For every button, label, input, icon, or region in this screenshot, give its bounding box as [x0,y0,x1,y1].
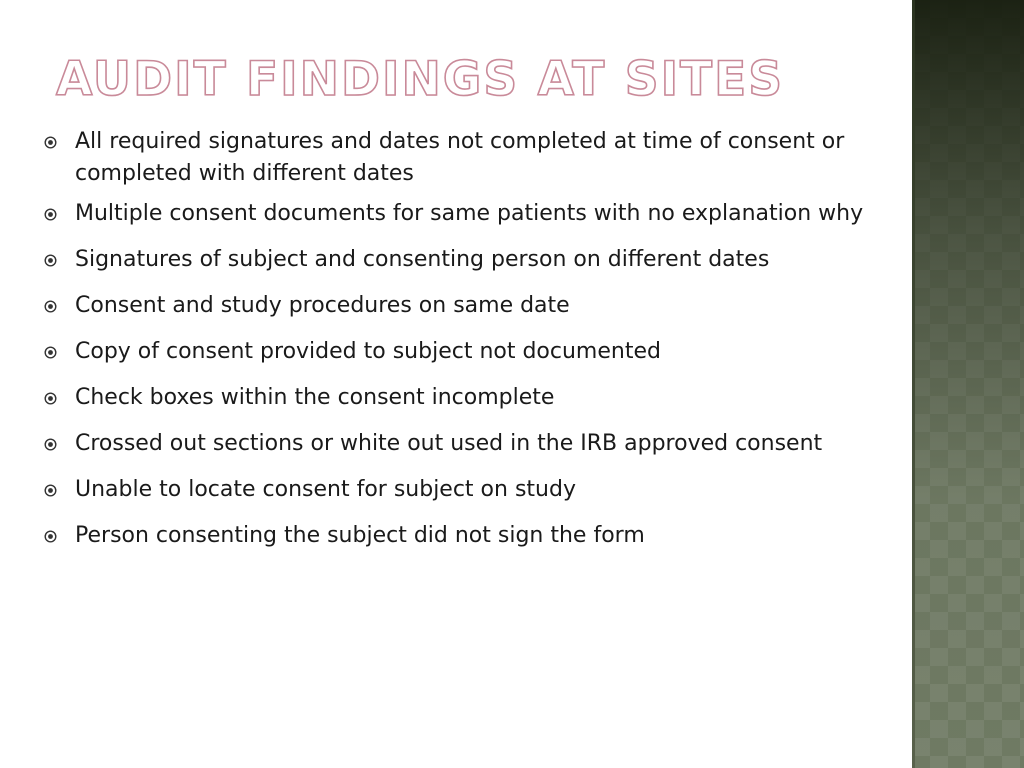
bullet-text: Multiple consent documents for same patients with no explanation why [75,201,864,226]
bullet-text: Crossed out sections or white out used in the IRB approved consent [75,431,823,456]
circled-dot-icon [44,136,57,149]
circled-dot-icon [44,346,57,359]
bullet-item [44,474,904,506]
bullet-item [44,336,904,368]
bullet-item [44,126,904,190]
circled-dot-icon [44,392,57,405]
bullet-list [44,126,904,566]
bullet-text: Copy of consent provided to subject not documented [75,339,661,364]
bullet-text: Consent and study procedures on same date [75,293,570,318]
bullet-text: Unable to locate consent for subject on study [75,477,576,502]
circled-dot-icon [44,208,57,221]
bullet-item [44,428,904,460]
bullet-text: Signatures of subject and consenting person on different dates [75,247,770,272]
bullet-item [44,198,904,230]
circled-dot-icon [44,300,57,313]
circled-dot-icon [44,254,57,267]
bullet-item [44,290,904,322]
bullet-item [44,520,904,552]
bullet-text: Check boxes within the consent incomplete [75,385,555,410]
circled-dot-icon [44,438,57,451]
circled-dot-icon [44,484,57,497]
bullet-item [44,382,904,414]
bullet-text: All required signatures and dates not completed at time of consent or completed with different dates [75,129,845,186]
side-decorative-panel [912,0,1024,768]
bullet-item [44,244,904,276]
slide-title: AUDIT FINDINGS AT SITES [56,52,785,107]
bullet-text: Person consenting the subject did not sign the form [75,523,645,548]
circled-dot-icon [44,530,57,543]
